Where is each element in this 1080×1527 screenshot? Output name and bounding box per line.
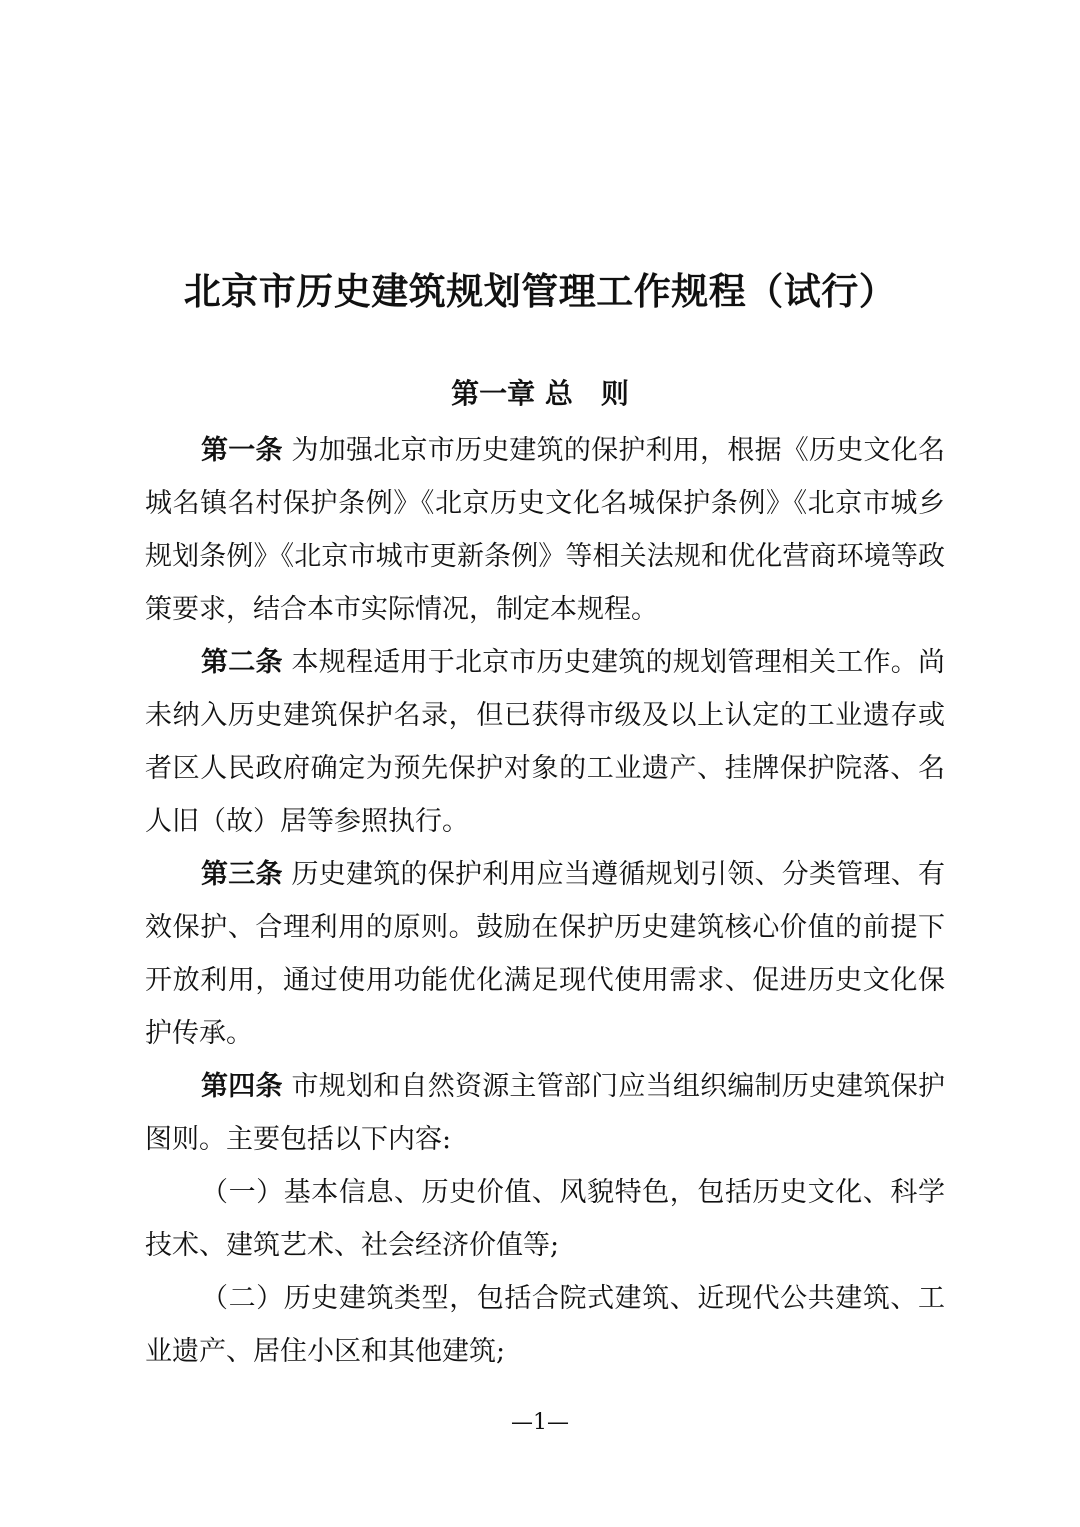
article-2 <box>145 636 945 848</box>
article-text: 历史建筑的保护利用应当遵循规划引领、分类管理、有效保护、合理利用的原则。鼓励在保护历史建筑核心价值的前提下开放利用，通过使用功能优化满足现代使用需求、促进历史文化保护传承。 <box>145 859 945 1049</box>
article-text: 本规程适用于北京市历史建筑的规划管理相关工作。尚未纳入历史建筑保护名录，但已获得市级及以上认定的工业遗存或者区人民政府确定为预先保护对象的工业遗产、挂牌保护院落、名人旧（故）居等参照执行。 <box>145 647 945 837</box>
article-4 <box>145 1060 945 1166</box>
list-item-2 <box>145 1272 945 1378</box>
article-label: 第二条 <box>201 647 283 678</box>
list-item-1 <box>145 1166 945 1272</box>
article-text: 为加强北京市历史建筑的保护利用，根据《历史文化名城名镇名村保护条例》《北京历史文化名城保护条例》《北京市城乡规划条例》《北京市城市更新条例》等相关法规和优化营商环境等政策要求，结合本市实际情况，制定本规程。 <box>145 435 945 625</box>
document-title: 北京市历史建筑规划管理工作规程（试行） <box>183 270 897 313</box>
article-1 <box>145 424 945 636</box>
article-label: 第一条 <box>201 435 283 466</box>
list-item-text: （二）历史建筑类型，包括合院式建筑、近现代公共建筑、工业遗产、居住小区和其他建筑; <box>145 1283 945 1367</box>
list-item-text: （一）基本信息、历史价值、风貌特色，包括历史文化、科学技术、建筑艺术、社会经济价值等; <box>145 1177 945 1261</box>
page-number: —1— <box>511 1410 569 1435</box>
article-text: 市规划和自然资源主管部门应当组织编制历史建筑保护图则。主要包括以下内容: <box>145 1071 945 1155</box>
article-3 <box>145 848 945 1060</box>
article-label: 第三条 <box>201 859 283 890</box>
chapter-heading: 第一章 总 则 <box>451 377 629 410</box>
body-text <box>145 424 945 1378</box>
article-label: 第四条 <box>201 1071 283 1102</box>
